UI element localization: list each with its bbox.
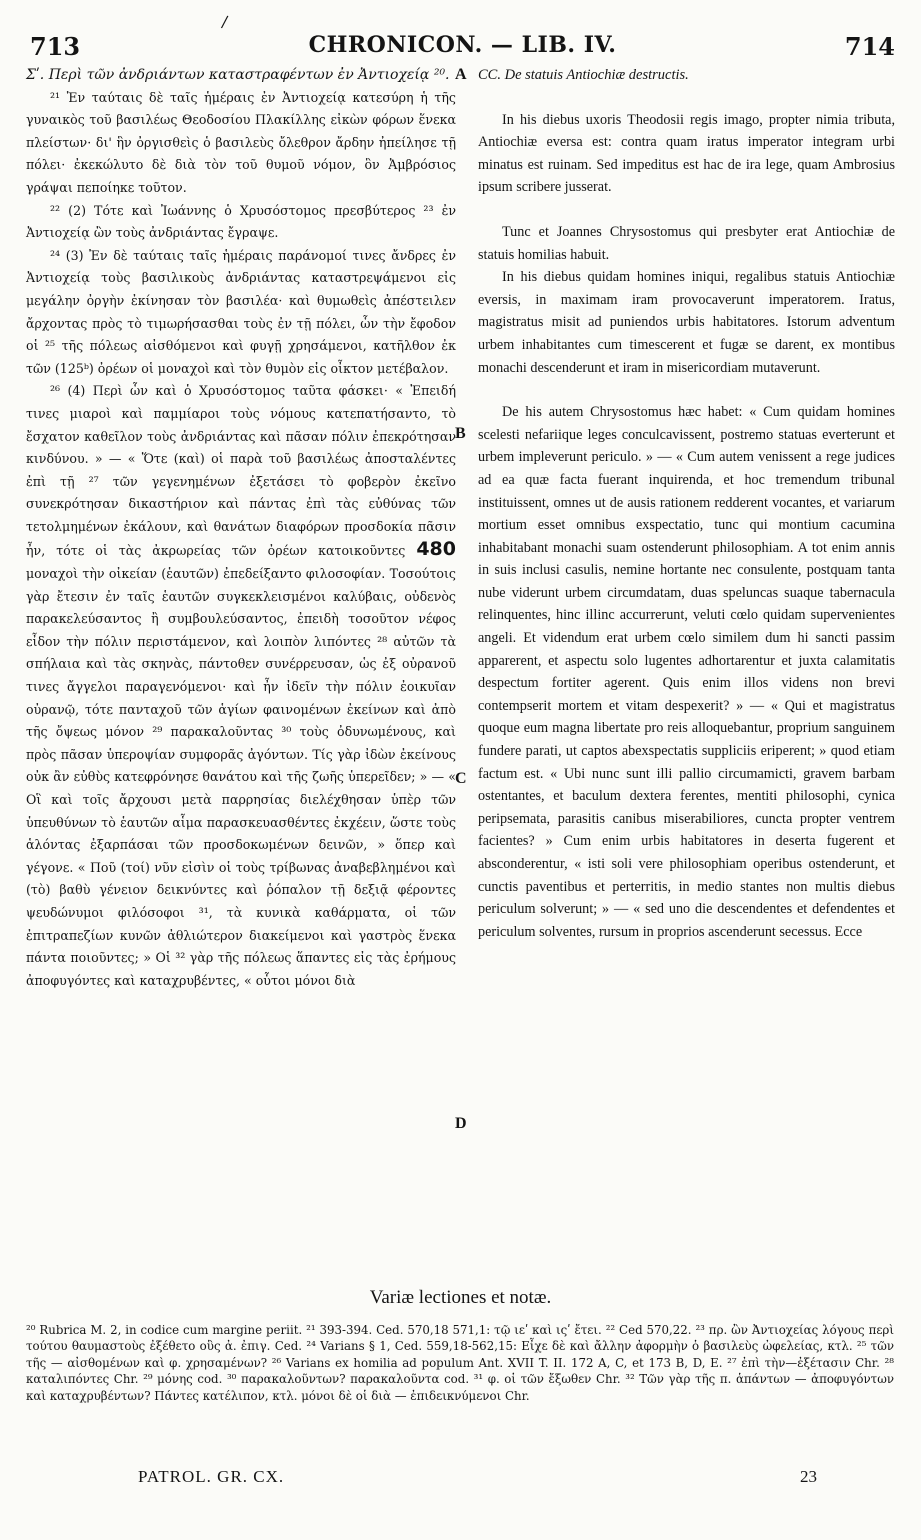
greek-paragraph [26,380,456,992]
greek-text: ²⁶ (4) Περὶ ὧν καὶ ὁ Χρυσόστομος ταῦτα φάσκει· « Ἐπειδή τινες μιαροὶ καὶ παμμίαροι τοὺς νόμους κατεπατήσαντο, τὸ ἔσχατον καθεῖλον τοὺς ἀνδριάντας καὶ πᾶσαν πόλιν ἐπεκρότησαν κινδύνου. » — « Ὅτε (καὶ) οἱ παρὰ τοῦ βασιλέως ἀποσταλέντες ἐπὶ τῇ ²⁷ τῶν γεγενημένων ἐξετάσει τὸ φοβερὸν ἐκεῖνο συνεκρότησαν δικαστήριον καὶ πάντας ἐπὶ τὰς εὐθύνας τῶν τετολμημένων ἐκάλουν, καὶ θανάτων διαφόρων προσδοκία πᾶσιν ἦν, τότε οἱ τὰς ἀκρωρείας τῶν ὀρέων κατοικοῦντες [26,383,456,559]
margin-marker-b: B [455,425,466,442]
footer-signature: PATROL. GR. CX. [138,1467,285,1486]
spacer [478,87,895,109]
ink-mark: / [220,11,229,32]
page-number-right: 714 [844,32,895,61]
latin-paragraph: In his diebus uxoris Theodosii regis imago, propter nimia tributa, Antiochiæ eversa est: contra quam iratus imperator integram urbi minatus est ruinam. Sed impeditus est hac de ira lege, quam Ambrosius ipsum scribere jusserat. [478,111,895,196]
latin-paragraph: In his diebus quidam homines iniqui, regalibus statuis Antiochiæ eversis, in maximam iram provocaverunt imperatorem. Iratus, magistratus misit ad puniendos urbis habitatores. Istorum adventum urbem inhabitantes cum timescerent et fugæ se darent, ex montibus monachi descenderunt et iram in misericordiam mutaverunt. [478,269,895,376]
latin-paragraph: De his autem Chrysostomus hæc habet: « Cum quidam homines scelesti nefariique leges conculcavissent, postremo statuas everterunt et urbem impleverunt periculo. » — « Cum autem venissent a rege judices ad ea quæ facta fuerant inquirenda, et hoc tremendum tribunal instituissent, omnes ut de ausis rationem redderent vocantes, et variarum mortium esset omnibus exspectatio, tunc qui montium cacumina inhabitabant monachi suam ostenderunt philosophiam. A tot enim annis in suis inclusi casulis, nemine hortante nec consulente, postquam tanta nube viderunt urbem circumdatam, duas speluncas suaque tabernacula relinquentes, hinc illinc accurrerunt, veluti cœlo quidam supervenientes angeli. Et videndum erat urbem cœlo similem dum hi sancti passim apparerent, et aspectu solo lugentes adhortarentur et juxta calamitatis despectum fortiter agerent. Quis enim illos videns non brevi contempserit mortem et vitam despexerit? » — « Qui et magistratus quoque eum magna libertate pro reis alloquebantur, proprium sanguinem fundere parati, ut captos abexspectatis suppliciis eriperent; » quod etiam factum est. « Ubi nunc sunt illi pallio circumamicti, gravem barbam ostentantes, et baculum dextera ferentes, mentiti philosophi, cynica peripsemata, parasitis canibus miserabiliores, cuncta propter ventrem facientes? » Cum enim urbis habitatores in deserta fugerent et absconderentur, « isti soli vere philosophiam operibus ostenderunt, et cunctis paventibus et perterritis, in medio stantes non multis diebus periculum solverunt; » — « sed uno die descendentes et defendentes et periculum solventes, rursum in proprios ascenderunt secessus. Ecce [478,404,895,940]
notes-title: Variæ lectiones et notæ. [369,1287,552,1308]
running-title: CHRONICON. — LIB. IV. [308,32,617,58]
spacer [478,379,895,401]
latin-paragraph: Tunc et Joannes Chrysostomus qui presbyter erat Antiochiæ de statuis homilias habuit. [478,223,895,263]
column-number: 480 [416,538,456,561]
greek-paragraph: ²⁴ (3) Ἐν δὲ ταύταις ταῖς ἡμέραις παράνομοί τινες ἄνδρες ἐν Ἀντιοχείᾳ τοὺς βασιλικοὺς ἀνδριάντας καταστρεψάμενοι εἰς μεγάλην ὀργὴν ἐκίνησαν τὸν βασιλέα· καὶ θυμωθεὶς ἀπέστειλεν ἄρχοντας πρὸς τὸ τιμωρήσασθαι τοὺς ἐν τῇ πόλει, ὧν τὴν ἔφοδον οἱ ²⁵ τῆς πόλεως αἰσθόμενοι καὶ φυγῇ χρησάμενοι, κατῆλθον ἐκ τῶν (125ᵇ) ὀρέων οἱ μοναχοὶ καὶ τὸν θυμὸν εἰς οἶκτον μετέβαλον. [26,247,456,376]
greek-paragraph: ²² (2) Τότε καὶ Ἰωάννης ὁ Χρυσόστομος πρεσβύτερος ²³ ἐν Ἀντιοχείᾳ ὢν τοὺς ἀνδριάντας ἔγραψε. [26,202,456,241]
greek-section-title: Σʹ. Περὶ τῶν ἀνδριάντων καταστραφέντων ἐν Ἀντιοχείᾳ ²⁰. [26,67,450,83]
footer-sheet-number: 23 [800,1467,817,1486]
latin-column [478,64,895,943]
greek-paragraph: ²¹ Ἐν ταύταις δὲ ταῖς ἡμέραις ἐν Ἀντιοχείᾳ κατεσύρη ἡ τῆς γυναικὸς τοῦ βασιλέως Θεοδοσίου Πλακίλλης εἰκὼν φόρων ἕνεκα πλείστων· δι' ἣν ὀργισθεὶς ὁ βασιλεὺς ὄλεθρον ἄρδην ἠπείλησε τῇ πόλει· ἐκεκώλυτο δὲ διὰ τὸν τοῦ θυμοῦ νόμον, ὃν Ἀμβρόσιος γράψαι πεποίηκε τοῦτον. [26,89,456,195]
notes-text: ²⁰ Rubrica M. 2, in codice cum margine periit. ²¹ 393-394. Ced. 570,18 571,1: τῷ ιεʹ καὶ ιςʹ ἔτει. ²² Ced 570,22. ²³ πρ. ὢν Ἀντιοχείας λόγους περὶ τούτου θαυμαστοὺς ἐξέθετο οὓς ἀ. ἐπιγ. Ced. ²⁴ Varians § 1, Ced. 559,18-562,15: Εἶχε δὲ καὶ ἄλλην ἀφορμὴν ὁ βασιλεὺς ὠφελείας, κτλ. ²⁵ τῶν τῆς — αἰσθομένων καὶ φ. χρησαμένων? ²⁶ Varians ex homilia ad populum Ant. XVII T. II. 172 A, C, et 173 B, D, E. ²⁷ ἐπὶ τὴν—ἐξέτασιν Chr. ²⁸ καταλιπόντες Chr. ²⁹ μόνης cod. ³⁰ παρακαλοῦντων? παρακαλοῦντα cod. ³¹ φ. οἱ τῶν ἔξωθεν Chr. ³² Τῶν γὰρ τῆς π. ἁπάντων — ἀποφυγόντων καὶ καταχρυβέντων? Πάντες κατέλιπον, κτλ. μόνοι δὲ οἱ διὰ — ἐπιδεικνύμενοι Chr. [26,1323,894,1403]
latin-section-title: CC. De statuis Antiochiæ destructis. [478,67,689,83]
notes-block [26,1322,894,1404]
greek-text: μοναχοὶ τὴν οἰκείαν (ἑαυτῶν) ἐπεδείξαντο φιλοσοφίαν. Τοσούτοις γὰρ ἔτεσιν ἐν ταῖς ἑαυτῶν συγκεκλεισμένοι καλύβαις, οὐδενὸς παρακελεύσαντος ἢ συμβουλεύσαντος, ἐπειδὴ τοσοῦτον νέφος εἶδον τὴν πόλιν περιστάμενον, καὶ λοιπὸν λιπόντες ²⁸ αὐτῶν τὰ σπήλαια καὶ τὰς σκηνὰς, πάντοθεν συνέρρευσαν, ὡς ἐξ οὐρανοῦ τινες ἄγγελοι παραγενόμενοι· καὶ ἦν ἰδεῖν τὴν πόλιν ἐοικυῖαν οὐρανῷ, τότε πανταχοῦ τῶν ἁγίων φαινομένων ἐκείνων καὶ ἀπὸ τῆς ὄψεως μόνον ²⁹ παρακαλοῦντας ³⁰ τοὺς ὀδυνωμένους, καὶ πρὸς πᾶσαν ὑπεροψίαν συμφορᾶς ἀγόντων. Τίς γὰρ ἰδὼν ἐκείνους οὐκ ἂν εὐθὺς κατεφρόνησε θανάτου καὶ τῆς ζωῆς ὑπερεῖδεν; » — « Οἳ καὶ τοῖς ἄρχουσι μετὰ παρρησίας διελέχθησαν ὑπὲρ τῶν ὑπευθύνων τὸ ἑαυτῶν αἷμα παρασκευασθέντες ἐκχέειν, ὥστε τοὺς ἁλόντας ἐξαρπάσαι τῶν προσδοκωμένων δεινῶν, » ὅπερ καὶ γέγονε. « Ποῦ (τοί) νῦν εἰσὶν οἱ τοὺς τρίβωνας ἀναβεβλημένοι καὶ (τὸ) βαθὺ γένειον δεικνύντες καὶ ῥόπαλον τῇ δεξιᾷ φέροντες ψευδώνυμοι φιλόσοφοι ³¹, τὰ κυνικὰ καθάρματα, οἱ τῶν ἐπιτραπεζίων κυνῶν ἀθλιώτερον διακείμενοι καὶ γαστρὸς ἕνεκα πάντα ποιοῦντες; » Οἱ ³² γὰρ τῆς πόλεως ἅπαντες εἰς τὰς ἐρήμους ἀποφυγόντες καὶ καταχρυβέντες, « οὗτοι μόνοι διὰ [26,566,456,988]
page-number-left: 713 [30,32,81,61]
margin-marker-c: C [455,770,467,787]
margin-marker-d: D [455,1115,467,1132]
margin-marker-a: A [455,66,467,83]
page-header [30,32,895,61]
spacer [478,199,895,221]
greek-column [26,64,456,992]
